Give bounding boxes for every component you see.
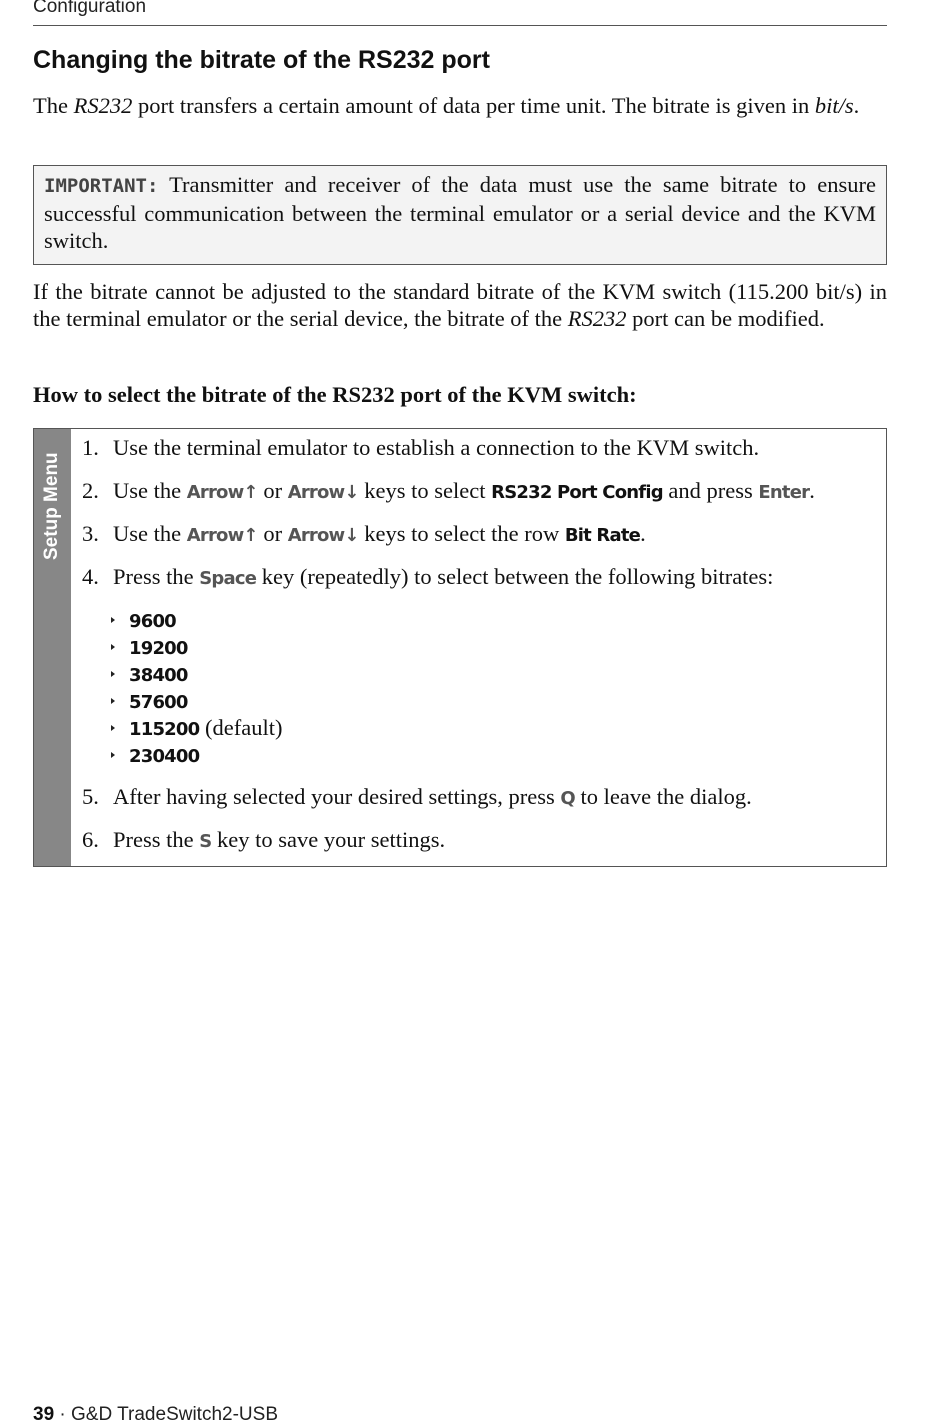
bitrate-item <box>111 741 511 768</box>
step-text <box>113 826 883 855</box>
bitrate-item <box>111 687 511 714</box>
bitrate-item <box>111 633 511 660</box>
menu-row-bit-rate: Bit Rate <box>564 525 641 546</box>
bitrate-item <box>111 714 511 741</box>
step-number: 3. <box>82 521 99 546</box>
step-text <box>113 477 883 506</box>
bullet-triangle-icon <box>111 752 115 758</box>
procedure-box <box>33 428 887 867</box>
bullet-triangle-icon <box>111 671 115 677</box>
step-text-part: or <box>257 521 288 546</box>
key-s: S <box>199 831 212 852</box>
step-text-part: . <box>640 521 646 546</box>
notice-body <box>44 171 876 254</box>
footer-product: G&D TradeSwitch2-USB <box>71 1404 278 1425</box>
section-title: Changing the bitrate of the RS232 port <box>33 46 490 74</box>
intro-text-3: . <box>853 93 860 118</box>
bitrate-note: (default) <box>199 715 283 740</box>
step-number: 2. <box>82 478 99 503</box>
step-number: 1. <box>82 435 99 460</box>
bitrate-list <box>111 606 511 768</box>
bullet-triangle-icon <box>111 617 115 623</box>
footer-separator: · <box>54 1404 72 1425</box>
bitrate-value: 38400 <box>129 665 188 686</box>
key-q: Q <box>560 788 575 809</box>
step-text: Use the terminal emulator to establish a connection to the KVM switch. <box>113 435 760 460</box>
steps-heading: How to select the bitrate of the RS232 port of the KVM switch: <box>33 382 637 407</box>
para2-text-2: port can be modified. <box>626 306 825 331</box>
header-rule <box>33 25 887 26</box>
intro-text-1: The <box>33 93 74 118</box>
bitrate-item <box>111 660 511 687</box>
bitrate-value: 9600 <box>129 611 176 632</box>
para2-text-1: If the bitrate cannot be adjusted to the standard bitrate of the KVM switch (115.200 bit/s) in the terminal emulator or the serial device, the bitrate of the <box>33 279 887 331</box>
step-text-part: to leave the dialog. <box>574 784 752 809</box>
step-text-part: key to save your settings. <box>211 827 446 852</box>
key-arrow-down: Arrow↓ <box>287 525 359 546</box>
running-head: Configuration <box>33 0 147 17</box>
step-text-part: or <box>257 478 288 503</box>
step-text-part: . <box>809 478 815 503</box>
important-notice <box>33 165 887 265</box>
bitrate-value: 57600 <box>129 692 188 713</box>
step-text-part: Press the <box>113 564 200 589</box>
step-text-part: key (repeatedly) to select between the following bitrates: <box>256 564 774 589</box>
key-arrow-down: Arrow↓ <box>287 482 359 503</box>
step-text-part: After having selected your desired settings, press <box>113 784 561 809</box>
intro-unit: bit/s <box>814 93 854 118</box>
bitrate-paragraph <box>33 278 887 332</box>
notice-text: Transmitter and receiver of the data must use the same bitrate to ensure successful communication between the terminal emulator or a serial device and the KVM switch. <box>44 172 876 253</box>
step-text-part: keys to select <box>358 478 492 503</box>
bullet-triangle-icon <box>111 725 115 731</box>
bullet-triangle-icon <box>111 698 115 704</box>
bullet-triangle-icon <box>111 644 115 650</box>
step-text <box>113 520 883 549</box>
key-arrow-up: Arrow↑ <box>186 525 258 546</box>
para2-port-name: RS232 <box>567 306 627 331</box>
menu-item-rs232-port-config: RS232 Port Config <box>491 482 663 503</box>
bitrate-value: 115200 <box>129 719 200 740</box>
page-footer <box>33 1404 278 1426</box>
intro-paragraph <box>33 92 887 119</box>
page-number: 39 <box>33 1404 55 1425</box>
step-number: 6. <box>82 827 99 852</box>
intro-port-name: RS232 <box>73 93 133 118</box>
setup-menu-tab-label: Setup Menu <box>41 452 62 560</box>
bitrate-item <box>111 606 511 633</box>
step-text <box>113 563 883 592</box>
setup-menu-tab <box>34 429 71 866</box>
step-text-part: keys to select the row <box>358 521 565 546</box>
step-text-part: and press <box>662 478 759 503</box>
step-text <box>113 783 883 812</box>
intro-text-2: port transfers a certain amount of data per time unit. The bitrate is given in <box>132 93 815 118</box>
key-space: Space <box>199 568 257 589</box>
step-number: 5. <box>82 784 99 809</box>
bitrate-value: 230400 <box>129 746 200 767</box>
bitrate-value: 19200 <box>129 638 188 659</box>
key-enter: Enter <box>758 482 810 503</box>
key-arrow-up: Arrow↑ <box>186 482 258 503</box>
step-text-part: Press the <box>113 827 200 852</box>
step-number: 4. <box>82 564 99 589</box>
step-text-part: Use the <box>113 521 187 546</box>
step-text-part: Use the <box>113 478 187 503</box>
notice-label: IMPORTANT: <box>44 175 159 197</box>
